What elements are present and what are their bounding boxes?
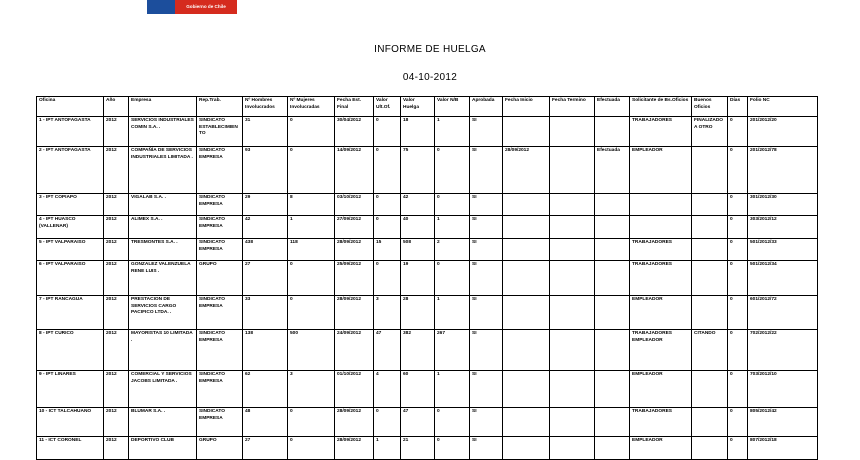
table-cell: GONZALEZ VALENZUELA RENE LUIS . (129, 261, 197, 296)
table-cell (692, 216, 728, 239)
col-header: Fecha Inicio (503, 97, 550, 117)
table-cell: 75 (401, 147, 435, 194)
table-cell: 508 (401, 239, 435, 261)
table-cell (630, 194, 692, 216)
table-cell: 2012 (104, 147, 129, 194)
table-cell (692, 194, 728, 216)
table-cell: 1 (288, 216, 335, 239)
table-cell (595, 437, 630, 460)
table-cell: 702/2012/22 (748, 330, 818, 371)
table-cell: 2012 (104, 371, 129, 408)
table-cell: COMERCIAL Y SERVICIOS JACOBS LIMITADA . (129, 371, 197, 408)
table-cell: 2012 (104, 261, 129, 296)
col-header: Valor N/B (435, 97, 470, 117)
table-cell: 33 (243, 296, 288, 330)
col-header: Oficina (37, 97, 104, 117)
table-cell: 0 (728, 216, 748, 239)
table-cell: 2012 (104, 117, 129, 147)
table-row (37, 216, 818, 239)
table-cell: 0 (728, 437, 748, 460)
col-header: Efectuada (595, 97, 630, 117)
table-cell (692, 239, 728, 261)
table-cell: CITANDO (692, 330, 728, 371)
table-cell: 27 (243, 437, 288, 460)
table-cell: GRUPO (197, 261, 243, 296)
table-cell: 0 (728, 371, 748, 408)
table-cell: TRABAJADORES (630, 408, 692, 437)
table-cell: SINDICATO EMPRESA (197, 239, 243, 261)
table-cell (550, 239, 595, 261)
col-header: Folio NC (748, 97, 818, 117)
table-row (37, 261, 818, 296)
table-cell: 0 (728, 261, 748, 296)
table-cell: 0 (728, 330, 748, 371)
table-cell: SINDICATO EMPRESA (197, 296, 243, 330)
table-cell: SI (470, 194, 503, 216)
table-cell: 1 - IPT ANTOFAGASTA (37, 117, 104, 147)
table-cell: 0 (728, 239, 748, 261)
table-cell: EMPLEADOR (630, 296, 692, 330)
table-cell: 0 (374, 194, 401, 216)
table-cell: 28/09/2012 (335, 296, 374, 330)
table-cell: MAYORISTAS 10 LIMITADA . (129, 330, 197, 371)
col-header: Año (104, 97, 129, 117)
table-cell: 30/04/2012 (335, 117, 374, 147)
table-cell: SI (470, 408, 503, 437)
table-cell: 1 (435, 371, 470, 408)
table-cell: 28/09/2012 (335, 239, 374, 261)
table-cell: 31 (243, 117, 288, 147)
table-cell (595, 239, 630, 261)
col-header: Aprobada (470, 97, 503, 117)
table-cell (595, 216, 630, 239)
table-cell (503, 117, 550, 147)
table-cell (550, 194, 595, 216)
table-cell: 3 - IPT COPIAPO (37, 194, 104, 216)
table-cell: 14/09/2012 (335, 147, 374, 194)
table-cell: 0 (435, 408, 470, 437)
table-cell (595, 117, 630, 147)
table-cell: 0 (288, 261, 335, 296)
col-header: Fecha Est. Final (335, 97, 374, 117)
strike-report-table (36, 96, 818, 460)
table-row (37, 296, 818, 330)
table-cell: 18 (401, 117, 435, 147)
table-cell: 0 (374, 261, 401, 296)
table-cell: SI (470, 147, 503, 194)
table-cell: 703/2012/10 (748, 371, 818, 408)
table-row (37, 408, 818, 437)
table-cell: 1 (435, 216, 470, 239)
table-cell (503, 437, 550, 460)
table-cell: 807/2012/18 (748, 437, 818, 460)
table-cell: COMPAÑÍA DE SERVICIOS INDUSTRIALES LIMITADA . (129, 147, 197, 194)
table-cell: 19 (401, 261, 435, 296)
table-cell: SI (470, 437, 503, 460)
table-cell: VIGALAB S.A. . (129, 194, 197, 216)
table-row (37, 437, 818, 460)
table-cell: 2012 (104, 239, 129, 261)
table-cell: 0 (435, 261, 470, 296)
table-cell: 118 (288, 239, 335, 261)
table-cell: 2012 (104, 216, 129, 239)
table-cell (550, 117, 595, 147)
table-cell: 27 (243, 261, 288, 296)
table-cell (550, 437, 595, 460)
table-cell: SINDICATO EMPRESA (197, 371, 243, 408)
table-cell (595, 371, 630, 408)
table-row (37, 371, 818, 408)
table-cell: 01/10/2012 (335, 371, 374, 408)
table-cell: BLUMAR S.A. . (129, 408, 197, 437)
table-cell (595, 261, 630, 296)
col-header: Empresa (129, 97, 197, 117)
table-cell: 29 (243, 194, 288, 216)
table-cell: 0 (728, 296, 748, 330)
table-cell: TRABAJADORES (630, 117, 692, 147)
col-header: Valor Huelga (401, 97, 435, 117)
table-cell: 25/09/2012 (335, 261, 374, 296)
table-cell: 4 - IPT HUASCO (VALLENAR) (37, 216, 104, 239)
table-cell: FINALIZADO A OTRO (692, 117, 728, 147)
table-cell: PRESTACION DE SERVICIOS CARGO PACIFICO LTDA. . (129, 296, 197, 330)
table-cell: 0 (288, 437, 335, 460)
table-cell: 2012 (104, 437, 129, 460)
logo-text: Gobierno de Chile (175, 0, 237, 14)
table-cell: 501/2012/34 (748, 261, 818, 296)
table-cell: TRESMONTES S.A. . (129, 239, 197, 261)
table-cell (503, 216, 550, 239)
table-cell: 0 (435, 147, 470, 194)
table-cell: 28/09/2012 (503, 147, 550, 194)
table-cell: 501/2012/33 (748, 239, 818, 261)
table-cell (692, 408, 728, 437)
col-header: Rep.Trab. (197, 97, 243, 117)
table-cell: 301/2012/30 (748, 194, 818, 216)
table-cell: SINDICATO EMPRESA (197, 194, 243, 216)
table-cell (503, 239, 550, 261)
table-cell: 0 (435, 437, 470, 460)
table-cell: 40 (401, 216, 435, 239)
table-cell (630, 216, 692, 239)
table-cell: 2012 (104, 296, 129, 330)
table-cell: 2 (435, 239, 470, 261)
table-cell: 1 (435, 296, 470, 330)
table-cell: SINDICATO EMPRESA (197, 330, 243, 371)
table-cell: 2012 (104, 330, 129, 371)
table-cell: 0 (728, 194, 748, 216)
table-cell (550, 371, 595, 408)
table-cell: 42 (401, 194, 435, 216)
table-cell: SINDICATO EMPRESA (197, 147, 243, 194)
col-header: Valor Ult.Of. (374, 97, 401, 117)
table-cell (550, 261, 595, 296)
table-row (37, 117, 818, 147)
table-cell: TRABAJADORES (630, 261, 692, 296)
table-cell (595, 296, 630, 330)
table-cell: SI (470, 117, 503, 147)
table-cell: 10 - ICT TALCAHUANO (37, 408, 104, 437)
table-cell: 500 (288, 330, 335, 371)
table-cell: 3 (288, 371, 335, 408)
table-cell: 47 (374, 330, 401, 371)
table-cell: 60 (401, 371, 435, 408)
table-cell: 201/2012/78 (748, 147, 818, 194)
table-cell: 03/10/2012 (335, 194, 374, 216)
table-cell: SI (470, 330, 503, 371)
table-cell: 28/09/2012 (335, 437, 374, 460)
table-cell (550, 408, 595, 437)
table-cell (503, 371, 550, 408)
gobierno-logo (147, 0, 237, 14)
table-cell: TRABAJADORES EMPLEADOR (630, 330, 692, 371)
table-body (37, 117, 818, 460)
table-cell (550, 147, 595, 194)
table-cell: 267 (435, 330, 470, 371)
table-cell (550, 330, 595, 371)
table-cell: 0 (435, 194, 470, 216)
table-cell: SI (470, 261, 503, 296)
report-date: 04-10-2012 (402, 72, 458, 83)
table-cell: ALIMEX S.A. . (129, 216, 197, 239)
col-header: Buenos Oficios (692, 97, 728, 117)
table-cell: 0 (288, 147, 335, 194)
table-cell: 201/2012/20 (748, 117, 818, 147)
table-cell: 0 (374, 408, 401, 437)
table-cell (595, 194, 630, 216)
table-cell: 1 (435, 117, 470, 147)
table-cell: 3 (374, 296, 401, 330)
table-cell (595, 408, 630, 437)
table-cell: 93 (243, 147, 288, 194)
table-cell: 138 (243, 330, 288, 371)
table-cell (595, 330, 630, 371)
table-cell: 382 (401, 330, 435, 371)
table-cell: 0 (374, 147, 401, 194)
table-cell: 601/2012/72 (748, 296, 818, 330)
table-cell: 24/09/2012 (335, 330, 374, 371)
table-cell: 5 - IPT VALPARAISO (37, 239, 104, 261)
table-cell: 1 (374, 437, 401, 460)
table-cell (503, 194, 550, 216)
table-cell (692, 147, 728, 194)
table-cell: TRABAJADORES (630, 239, 692, 261)
table-row (37, 330, 818, 371)
table-cell: 8 - IPT CURICO (37, 330, 104, 371)
col-header: Nº Hombres Involucrados (243, 97, 288, 117)
table-cell (692, 371, 728, 408)
logo-blue-block (147, 0, 175, 14)
table-cell: 62 (243, 371, 288, 408)
table-cell: SERVICIOS INDUSTRIALES COMIN S.A. . (129, 117, 197, 147)
table-cell: EMPLEADOR (630, 371, 692, 408)
table-cell: 0 (288, 296, 335, 330)
table-cell: 15 (374, 239, 401, 261)
table-cell: 2 - IPT ANTOFAGASTA (37, 147, 104, 194)
report-title: INFORME DE HUELGA (374, 44, 486, 55)
table-cell: 0 (728, 408, 748, 437)
table-cell: SINDICATO ESTABLECIMIENTO (197, 117, 243, 147)
col-header: Días (728, 97, 748, 117)
table-cell: 438 (243, 239, 288, 261)
table-cell: 0 (728, 147, 748, 194)
table-cell (692, 437, 728, 460)
table-cell: 303/2012/12 (748, 216, 818, 239)
table-row (37, 147, 818, 194)
table-cell: 805/2012/42 (748, 408, 818, 437)
table-cell: 6 - IPT VALPARAISO (37, 261, 104, 296)
table-cell (550, 216, 595, 239)
table-row (37, 194, 818, 216)
table-cell: 8 (288, 194, 335, 216)
table-cell (503, 330, 550, 371)
table-cell: DEPORTIVO CLUB (129, 437, 197, 460)
table-cell: 48 (243, 408, 288, 437)
table-cell: 4 (374, 371, 401, 408)
table-cell: 11 - ICT CORONEL (37, 437, 104, 460)
table-cell: 42 (243, 216, 288, 239)
table-cell: 0 (374, 216, 401, 239)
table-cell: EMPLEADOR (630, 437, 692, 460)
table-cell: GRUPO (197, 437, 243, 460)
table-cell (503, 296, 550, 330)
table-cell: 21 (401, 437, 435, 460)
table-cell: 27/09/2012 (335, 216, 374, 239)
col-header: Fecha Termino (550, 97, 595, 117)
table-cell: 0 (374, 117, 401, 147)
table-cell (503, 408, 550, 437)
table-cell: 7 - IPT RANCAGUA (37, 296, 104, 330)
table-cell: 2012 (104, 194, 129, 216)
table-cell: SINDICATO EMPRESA (197, 408, 243, 437)
table-cell: SI (470, 296, 503, 330)
table-cell: EMPLEADOR (630, 147, 692, 194)
table-cell: 0 (288, 408, 335, 437)
table-cell: 2012 (104, 408, 129, 437)
table-cell: 47 (401, 408, 435, 437)
table-cell (692, 261, 728, 296)
table-cell: 0 (288, 117, 335, 147)
table-cell: SI (470, 239, 503, 261)
table-cell: SI (470, 371, 503, 408)
table-cell: 28/09/2012 (335, 408, 374, 437)
table-cell (550, 296, 595, 330)
table-cell (503, 261, 550, 296)
table-cell: Efectuada (595, 147, 630, 194)
table-row (37, 239, 818, 261)
table-cell: SINDICATO EMPRESA (197, 216, 243, 239)
col-header: Solicitante de Bs.Oficios (630, 97, 692, 117)
col-header: Nº Mujeres Involucradas (288, 97, 335, 117)
table-cell (692, 296, 728, 330)
table-cell: 28 (401, 296, 435, 330)
table-cell: 9 - IPT LINARES (37, 371, 104, 408)
table-cell: 0 (728, 117, 748, 147)
table-header-row (37, 97, 818, 117)
table-cell: SI (470, 216, 503, 239)
